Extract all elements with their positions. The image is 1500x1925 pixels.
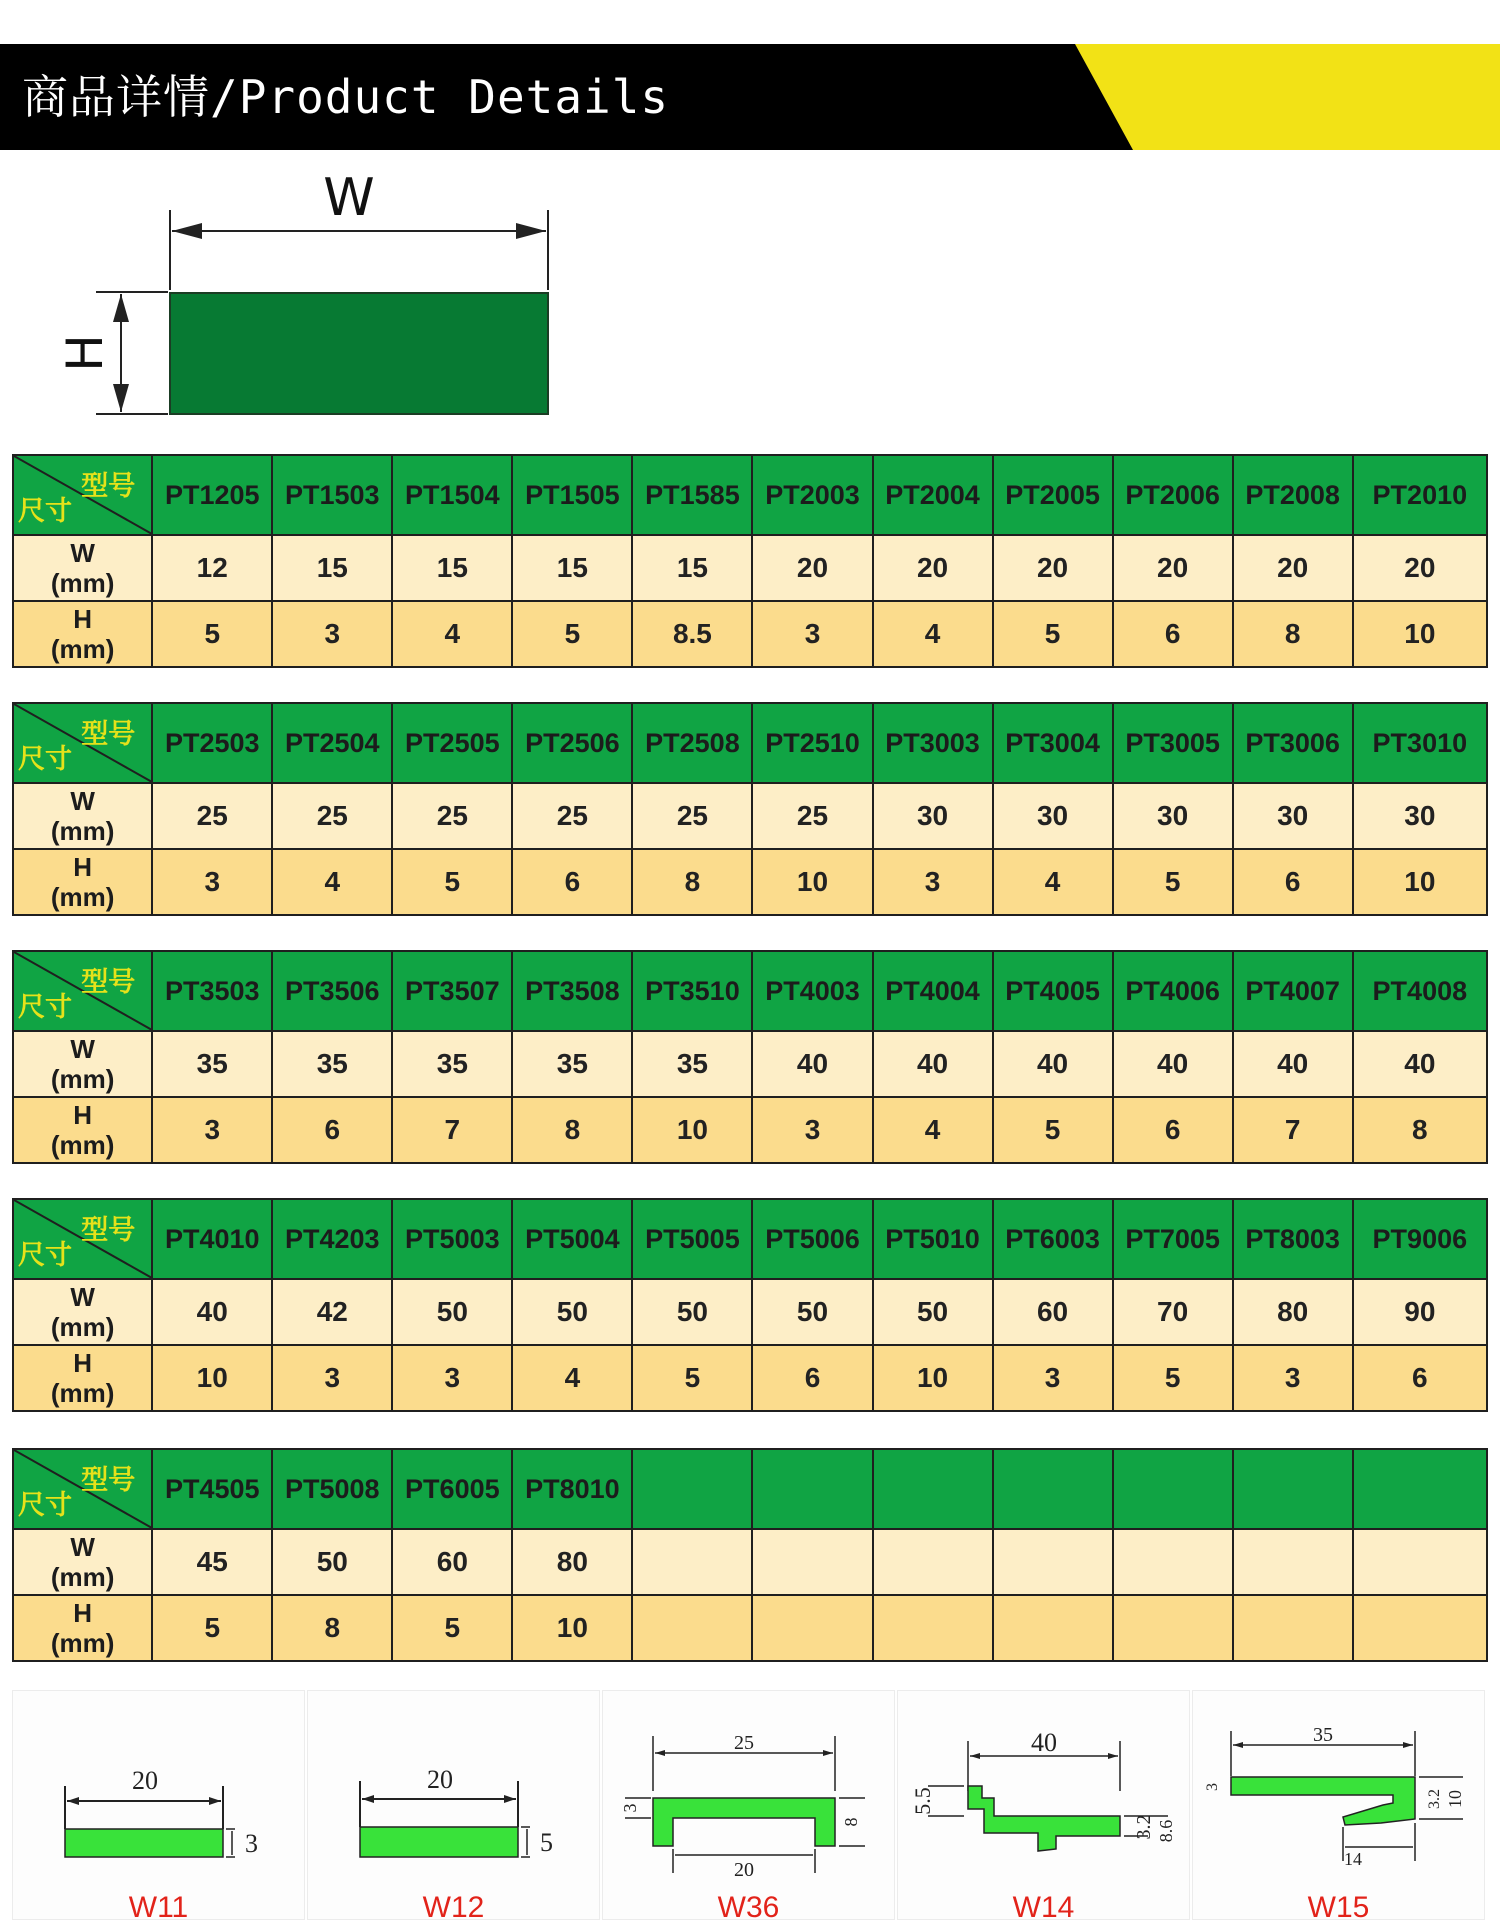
w-row-label bbox=[13, 1529, 152, 1595]
h-value-cell: 6 bbox=[512, 849, 632, 915]
profile-drawing-w12 bbox=[308, 1691, 601, 1921]
spec-table bbox=[12, 1448, 1488, 1662]
w-value-cell: 25 bbox=[752, 783, 872, 849]
model-cell: PT2006 bbox=[1113, 455, 1233, 535]
h-value-cell: 8 bbox=[632, 849, 752, 915]
dimension-name: W bbox=[70, 786, 95, 816]
corner-header bbox=[13, 703, 152, 783]
model-cell: PT3006 bbox=[1233, 703, 1353, 783]
w-value-cell: 20 bbox=[873, 535, 993, 601]
w-value-cell: 12 bbox=[152, 535, 272, 601]
model-row bbox=[13, 703, 1487, 783]
model-cell: PT1205 bbox=[152, 455, 272, 535]
corner-header bbox=[13, 1449, 152, 1529]
unit-label: (mm) bbox=[50, 634, 115, 664]
h-value-cell: 5 bbox=[993, 601, 1113, 667]
dimension-name: H bbox=[73, 1100, 92, 1130]
corner-model-label: 型号 bbox=[81, 1215, 136, 1246]
h-value-cell: 3 bbox=[392, 1345, 512, 1411]
profile-name: W14 bbox=[1012, 1891, 1075, 1924]
model-cell: PT2003 bbox=[752, 455, 872, 535]
model-cell: PT2506 bbox=[512, 703, 632, 783]
h-row bbox=[13, 1097, 1487, 1163]
h-value-cell: 4 bbox=[272, 849, 392, 915]
dim-lip: 3.2 bbox=[1426, 1789, 1443, 1809]
h-value-cell: 5 bbox=[1113, 849, 1233, 915]
model-cell bbox=[993, 1449, 1113, 1529]
profile-name: W12 bbox=[422, 1891, 485, 1924]
w-value-cell: 25 bbox=[392, 783, 512, 849]
h-row-label bbox=[13, 1595, 152, 1661]
dimension-name: H bbox=[73, 1598, 92, 1628]
dim-width: 20 bbox=[427, 1765, 453, 1794]
model-cell: PT3507 bbox=[392, 951, 512, 1031]
spec-table bbox=[12, 454, 1488, 668]
height-label: H bbox=[56, 334, 114, 372]
model-cell: PT3004 bbox=[993, 703, 1113, 783]
w-value-cell: 80 bbox=[512, 1529, 632, 1595]
model-cell: PT4004 bbox=[873, 951, 993, 1031]
unit-label: (mm) bbox=[50, 1562, 115, 1592]
w-value-cell: 15 bbox=[392, 535, 512, 601]
model-cell: PT7005 bbox=[1113, 1199, 1233, 1279]
model-cell: PT1505 bbox=[512, 455, 632, 535]
model-cell: PT6005 bbox=[392, 1449, 512, 1529]
w-value-cell: 35 bbox=[152, 1031, 272, 1097]
h-value-cell: 3 bbox=[752, 1097, 872, 1163]
w-value-cell: 25 bbox=[152, 783, 272, 849]
w-value-cell: 40 bbox=[1233, 1031, 1353, 1097]
w-value-cell: 80 bbox=[1233, 1279, 1353, 1345]
model-cell: PT4010 bbox=[152, 1199, 272, 1279]
model-row bbox=[13, 1449, 1487, 1529]
unit-label: (mm) bbox=[50, 1312, 115, 1342]
model-cell: PT4006 bbox=[1113, 951, 1233, 1031]
dim-width: 35 bbox=[1313, 1724, 1333, 1746]
h-value-cell: 5 bbox=[392, 1595, 512, 1661]
corner-header bbox=[13, 951, 152, 1031]
page-title: 商品详情/Product Details bbox=[22, 70, 670, 124]
corner-size-label: 尺寸 bbox=[18, 496, 72, 527]
h-value-cell: 3 bbox=[1233, 1345, 1353, 1411]
profile-drawing-w15 bbox=[1193, 1691, 1486, 1921]
h-value-cell: 3 bbox=[152, 849, 272, 915]
w-row bbox=[13, 1031, 1487, 1097]
h-value-cell: 8 bbox=[1233, 601, 1353, 667]
w-value-cell: 60 bbox=[993, 1279, 1113, 1345]
w-value-cell: 50 bbox=[272, 1529, 392, 1595]
unit-label: (mm) bbox=[50, 816, 115, 846]
model-cell: PT5008 bbox=[272, 1449, 392, 1529]
h-value-cell: 4 bbox=[392, 601, 512, 667]
dim-thickness: 3 bbox=[620, 1803, 640, 1813]
h-value-cell: 5 bbox=[152, 1595, 272, 1661]
w-value-cell: 40 bbox=[1113, 1031, 1233, 1097]
dim-thickness: 3 bbox=[1204, 1783, 1221, 1791]
model-cell: PT2505 bbox=[392, 703, 512, 783]
h-value-cell: 3 bbox=[993, 1345, 1113, 1411]
spec-table bbox=[12, 702, 1488, 916]
profile-card-w36 bbox=[602, 1690, 895, 1924]
w-row-label bbox=[13, 783, 152, 849]
model-row bbox=[13, 951, 1487, 1031]
profile-shape bbox=[653, 1798, 835, 1846]
w-value-cell: 25 bbox=[632, 783, 752, 849]
h-value-cell: 3 bbox=[152, 1097, 272, 1163]
w-value-cell: 20 bbox=[1353, 535, 1487, 601]
strip-cross-section bbox=[170, 293, 548, 414]
dim-height: 8.6 bbox=[1156, 1819, 1176, 1843]
h-value-cell: 6 bbox=[272, 1097, 392, 1163]
corner-size-label: 尺寸 bbox=[18, 744, 72, 775]
unit-label: (mm) bbox=[50, 1628, 115, 1658]
w-value-cell: 20 bbox=[993, 535, 1113, 601]
h-value-cell: 10 bbox=[632, 1097, 752, 1163]
dim-width: 40 bbox=[1031, 1728, 1057, 1757]
corner-model-label: 型号 bbox=[81, 719, 136, 750]
model-cell: PT3508 bbox=[512, 951, 632, 1031]
w-value-cell: 40 bbox=[993, 1031, 1113, 1097]
model-cell bbox=[632, 1449, 752, 1529]
w-value-cell: 20 bbox=[1113, 535, 1233, 601]
model-cell: PT3510 bbox=[632, 951, 752, 1031]
dimension-name: W bbox=[70, 1034, 95, 1064]
dim-thickness: 3.2 bbox=[1133, 1814, 1155, 1840]
h-value-cell: 10 bbox=[873, 1345, 993, 1411]
w-value-cell: 15 bbox=[272, 535, 392, 601]
profile-shape bbox=[1231, 1777, 1415, 1825]
w-value-cell: 40 bbox=[752, 1031, 872, 1097]
dim-height: 3 bbox=[245, 1829, 258, 1858]
w-value-cell: 45 bbox=[152, 1529, 272, 1595]
model-cell bbox=[1233, 1449, 1353, 1529]
profile-card-w12 bbox=[307, 1690, 600, 1924]
h-value-cell: 8 bbox=[512, 1097, 632, 1163]
dim-height: 5 bbox=[540, 1828, 553, 1857]
h-value-cell: 10 bbox=[512, 1595, 632, 1661]
model-cell: PT4003 bbox=[752, 951, 872, 1031]
model-cell bbox=[752, 1449, 872, 1529]
w-value-cell: 42 bbox=[272, 1279, 392, 1345]
header-banner bbox=[0, 44, 1500, 150]
h-value-cell: 3 bbox=[752, 601, 872, 667]
profile-gallery bbox=[12, 1690, 1488, 1924]
h-value-cell: 3 bbox=[272, 1345, 392, 1411]
w-value-cell: 40 bbox=[152, 1279, 272, 1345]
model-cell: PT2005 bbox=[993, 455, 1113, 535]
dimension-name: H bbox=[73, 604, 92, 634]
w-value-cell: 30 bbox=[993, 783, 1113, 849]
model-row bbox=[13, 455, 1487, 535]
model-cell: PT3010 bbox=[1353, 703, 1487, 783]
dimension-name: H bbox=[73, 852, 92, 882]
h-value-cell: 5 bbox=[993, 1097, 1113, 1163]
profile-shape bbox=[968, 1786, 1120, 1851]
model-cell: PT5005 bbox=[632, 1199, 752, 1279]
h-value-cell: 8 bbox=[1353, 1097, 1487, 1163]
dimension-name: W bbox=[70, 1532, 95, 1562]
w-value-cell: 25 bbox=[272, 783, 392, 849]
model-cell: PT3503 bbox=[152, 951, 272, 1031]
h-value-cell: 4 bbox=[873, 601, 993, 667]
w-row bbox=[13, 1529, 1487, 1595]
h-value-cell: 10 bbox=[1353, 849, 1487, 915]
w-value-cell: 60 bbox=[392, 1529, 512, 1595]
spec-table bbox=[12, 950, 1488, 1164]
model-cell: PT4005 bbox=[993, 951, 1113, 1031]
w-value-cell: 50 bbox=[873, 1279, 993, 1345]
w-value-cell bbox=[632, 1529, 752, 1595]
h-value-cell bbox=[873, 1595, 993, 1661]
w-value-cell: 50 bbox=[752, 1279, 872, 1345]
h-value-cell: 5 bbox=[632, 1345, 752, 1411]
model-cell: PT1503 bbox=[272, 455, 392, 535]
dim-width: 20 bbox=[132, 1766, 158, 1795]
h-value-cell: 10 bbox=[752, 849, 872, 915]
w-value-cell: 35 bbox=[632, 1031, 752, 1097]
h-value-cell: 4 bbox=[873, 1097, 993, 1163]
w-value-cell: 70 bbox=[1113, 1279, 1233, 1345]
dim-inner-width: 20 bbox=[734, 1859, 754, 1881]
model-cell: PT8010 bbox=[512, 1449, 632, 1529]
model-cell: PT5010 bbox=[873, 1199, 993, 1279]
model-cell: PT5004 bbox=[512, 1199, 632, 1279]
w-value-cell bbox=[752, 1529, 872, 1595]
unit-label: (mm) bbox=[50, 882, 115, 912]
w-value-cell: 35 bbox=[392, 1031, 512, 1097]
h-value-cell: 8 bbox=[272, 1595, 392, 1661]
corner-header bbox=[13, 1199, 152, 1279]
h-row bbox=[13, 1345, 1487, 1411]
h-value-cell: 6 bbox=[752, 1345, 872, 1411]
spec-table bbox=[12, 1198, 1488, 1412]
h-value-cell: 5 bbox=[152, 601, 272, 667]
model-cell bbox=[873, 1449, 993, 1529]
h-value-cell: 7 bbox=[1233, 1097, 1353, 1163]
model-cell: PT2503 bbox=[152, 703, 272, 783]
w-value-cell bbox=[1113, 1529, 1233, 1595]
unit-label: (mm) bbox=[50, 1130, 115, 1160]
profile-shape bbox=[360, 1827, 518, 1857]
profile-card-w14 bbox=[897, 1690, 1190, 1924]
w-value-cell: 35 bbox=[272, 1031, 392, 1097]
w-value-cell: 20 bbox=[1233, 535, 1353, 601]
w-value-cell: 25 bbox=[512, 783, 632, 849]
model-cell: PT5006 bbox=[752, 1199, 872, 1279]
w-value-cell: 35 bbox=[512, 1031, 632, 1097]
w-value-cell: 30 bbox=[1353, 783, 1487, 849]
profile-drawing-w14 bbox=[898, 1691, 1191, 1921]
model-cell: PT2010 bbox=[1353, 455, 1487, 535]
h-value-cell: 10 bbox=[1353, 601, 1487, 667]
profile-card-w15 bbox=[1192, 1690, 1485, 1924]
model-cell: PT2004 bbox=[873, 455, 993, 535]
model-cell bbox=[1113, 1449, 1233, 1529]
model-cell: PT1504 bbox=[392, 455, 512, 535]
w-value-cell: 30 bbox=[873, 783, 993, 849]
model-cell: PT5003 bbox=[392, 1199, 512, 1279]
h-value-cell bbox=[1233, 1595, 1353, 1661]
h-value-cell: 5 bbox=[512, 601, 632, 667]
h-value-cell: 3 bbox=[873, 849, 993, 915]
h-row-label bbox=[13, 1097, 152, 1163]
h-value-cell: 5 bbox=[1113, 1345, 1233, 1411]
h-row bbox=[13, 849, 1487, 915]
h-value-cell: 4 bbox=[512, 1345, 632, 1411]
profile-name: W36 bbox=[717, 1891, 780, 1924]
h-value-cell: 6 bbox=[1233, 849, 1353, 915]
w-value-cell: 50 bbox=[392, 1279, 512, 1345]
model-cell: PT8003 bbox=[1233, 1199, 1353, 1279]
w-value-cell: 15 bbox=[512, 535, 632, 601]
model-cell: PT3506 bbox=[272, 951, 392, 1031]
dim-height: 8 bbox=[841, 1817, 861, 1827]
width-label: W bbox=[323, 168, 375, 228]
w-value-cell: 30 bbox=[1113, 783, 1233, 849]
corner-model-label: 型号 bbox=[81, 1465, 136, 1496]
w-row bbox=[13, 535, 1487, 601]
dim-height: 10 bbox=[1445, 1790, 1465, 1808]
w-value-cell bbox=[873, 1529, 993, 1595]
dimension-name: W bbox=[70, 1282, 95, 1312]
profile-shape bbox=[65, 1829, 223, 1857]
h-value-cell: 3 bbox=[272, 601, 392, 667]
h-row-label bbox=[13, 1345, 152, 1411]
unit-label: (mm) bbox=[50, 1378, 115, 1408]
h-value-cell bbox=[632, 1595, 752, 1661]
model-cell: PT4505 bbox=[152, 1449, 272, 1529]
model-cell: PT2508 bbox=[632, 703, 752, 783]
dim-width: 25 bbox=[734, 1732, 754, 1754]
w-value-cell: 50 bbox=[632, 1279, 752, 1345]
h-value-cell bbox=[993, 1595, 1113, 1661]
model-cell: PT1585 bbox=[632, 455, 752, 535]
w-row bbox=[13, 1279, 1487, 1345]
w-value-cell bbox=[1233, 1529, 1353, 1595]
w-value-cell: 15 bbox=[632, 535, 752, 601]
h-row bbox=[13, 1595, 1487, 1661]
w-row-label bbox=[13, 535, 152, 601]
corner-size-label: 尺寸 bbox=[18, 1240, 72, 1271]
dimension-name: W bbox=[70, 538, 95, 568]
dimension-diagram bbox=[0, 160, 600, 420]
model-cell bbox=[1353, 1449, 1487, 1529]
w-value-cell: 50 bbox=[512, 1279, 632, 1345]
model-cell: PT4008 bbox=[1353, 951, 1487, 1031]
corner-size-label: 尺寸 bbox=[18, 1490, 72, 1521]
h-value-cell: 6 bbox=[1113, 1097, 1233, 1163]
w-value-cell: 40 bbox=[1353, 1031, 1487, 1097]
w-row-label bbox=[13, 1279, 152, 1345]
h-row-label bbox=[13, 601, 152, 667]
model-row bbox=[13, 1199, 1487, 1279]
w-row bbox=[13, 783, 1487, 849]
h-value-cell: 7 bbox=[392, 1097, 512, 1163]
model-cell: PT4007 bbox=[1233, 951, 1353, 1031]
h-row bbox=[13, 601, 1487, 667]
unit-label: (mm) bbox=[50, 568, 115, 598]
h-value-cell: 10 bbox=[152, 1345, 272, 1411]
corner-size-label: 尺寸 bbox=[18, 992, 72, 1023]
model-cell: PT9006 bbox=[1353, 1199, 1487, 1279]
h-value-cell bbox=[1353, 1595, 1487, 1661]
profile-card-w11 bbox=[12, 1690, 305, 1924]
profile-name: W15 bbox=[1307, 1891, 1370, 1924]
corner-model-label: 型号 bbox=[81, 967, 136, 998]
model-cell: PT4203 bbox=[272, 1199, 392, 1279]
banner-accent bbox=[1075, 44, 1500, 150]
h-value-cell: 5 bbox=[392, 849, 512, 915]
unit-label: (mm) bbox=[50, 1064, 115, 1094]
model-cell: PT2510 bbox=[752, 703, 872, 783]
h-value-cell: 6 bbox=[1353, 1345, 1487, 1411]
dim-slot: 14 bbox=[1344, 1849, 1362, 1869]
h-value-cell: 4 bbox=[993, 849, 1113, 915]
w-value-cell: 40 bbox=[873, 1031, 993, 1097]
w-value-cell bbox=[993, 1529, 1113, 1595]
w-value-cell bbox=[1353, 1529, 1487, 1595]
model-cell: PT3003 bbox=[873, 703, 993, 783]
profile-drawing-w36 bbox=[603, 1691, 896, 1921]
h-value-cell: 6 bbox=[1113, 601, 1233, 667]
h-value-cell bbox=[752, 1595, 872, 1661]
dimension-name: H bbox=[73, 1348, 92, 1378]
h-value-cell bbox=[1113, 1595, 1233, 1661]
profile-drawing-w11 bbox=[13, 1691, 306, 1921]
h-row-label bbox=[13, 849, 152, 915]
corner-header bbox=[13, 455, 152, 535]
w-value-cell: 30 bbox=[1233, 783, 1353, 849]
w-value-cell: 20 bbox=[752, 535, 872, 601]
profile-name: W11 bbox=[128, 1891, 189, 1924]
dim-lip: 5.5 bbox=[910, 1787, 935, 1815]
model-cell: PT3005 bbox=[1113, 703, 1233, 783]
model-cell: PT2008 bbox=[1233, 455, 1353, 535]
model-cell: PT6003 bbox=[993, 1199, 1113, 1279]
model-cell: PT2504 bbox=[272, 703, 392, 783]
h-value-cell: 8.5 bbox=[632, 601, 752, 667]
corner-model-label: 型号 bbox=[81, 471, 136, 502]
w-row-label bbox=[13, 1031, 152, 1097]
w-value-cell: 90 bbox=[1353, 1279, 1487, 1345]
